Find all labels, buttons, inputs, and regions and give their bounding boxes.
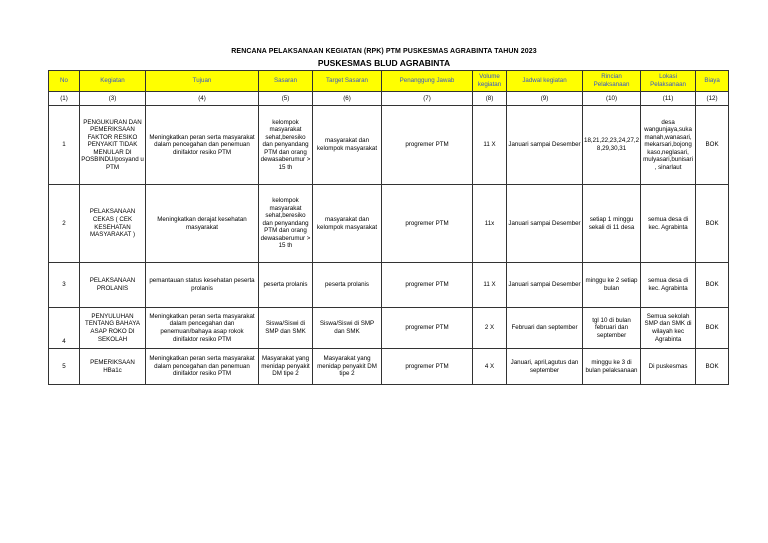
cell-tujuan: Meningkatkan peran serta masyarakat dalam pencegahan dan penemuan dinifaktor resiko PTM <box>146 106 259 185</box>
header-row <box>49 71 729 92</box>
header-penanggung-jawab: Penanggung Jawab <box>382 71 473 92</box>
cell-volume: 4 X <box>473 349 507 385</box>
cell-penanggung-jawab: progremer PTM <box>382 106 473 185</box>
col-number: (9) <box>507 92 583 106</box>
header-volume-kegiatan: Volume kegiatan <box>473 71 507 92</box>
cell-volume: 11 X <box>473 263 507 308</box>
col-number: (6) <box>313 92 382 106</box>
document-title: RENCANA PELAKSANAAN KEGIATAN (RPK) PTM PUSKESMAS AGRABINTA TAHUN 2023 <box>231 48 537 55</box>
cell-target-sasaran: masyarakat dan kelompok masyarakat <box>313 106 382 185</box>
col-number: (1) <box>49 92 80 106</box>
cell-lokasi: semua desa di kec. Agrabinta <box>641 263 696 308</box>
cell-target-sasaran: masyarakat dan kelompok masyarakat <box>313 185 382 263</box>
cell-rincian: 18,21,22,23,24,27,2 8,29,30,31 <box>583 106 641 185</box>
table-row <box>49 185 729 263</box>
cell-sasaran: Masyarakat yang menidap penyakit DM tipe 2 <box>259 349 313 385</box>
cell-jadwal: Januari, april,agutus dan september <box>507 349 583 385</box>
cell-kegiatan: PENGUKURAN DAN PEMERIKSAAN FAKTOR RESIKO PENYAKIT TIDAK MENULAR DI POSBINDU/posyand u PTM <box>80 106 146 185</box>
cell-penanggung-jawab: progremer PTM <box>382 308 473 349</box>
cell-no: 4 <box>49 308 80 349</box>
cell-jadwal: Februari dan september <box>507 308 583 349</box>
cell-penanggung-jawab: progremer PTM <box>382 185 473 263</box>
cell-biaya: BOK <box>696 185 729 263</box>
cell-kegiatan: PENYULUHAN TENTANG BAHAYA ASAP ROKO DI SEKOLAH <box>80 308 146 349</box>
cell-jadwal: Januari sampai Desember <box>507 106 583 185</box>
cell-sasaran: kelompok masyarakat sehat,beresiko dan penyandang PTM dan orang dewasaberumur > 15 th <box>259 106 313 185</box>
cell-kegiatan: PELAKSANAAN CEKAS ( CEK KESEHATAN MASYARAKAT ) <box>80 185 146 263</box>
table-row <box>49 106 729 185</box>
cell-rincian: tgl 10 di bulan februari dan september <box>583 308 641 349</box>
cell-volume: 11 X <box>473 106 507 185</box>
header-rincian-pelaksanaan: Rincian Pelaksanaan <box>583 71 641 92</box>
col-number: (8) <box>473 92 507 106</box>
cell-lokasi: Semua sekolah SMP dan SMK di wilayah kec Agrabinta <box>641 308 696 349</box>
col-number: (12) <box>696 92 729 106</box>
cell-target-sasaran: Siswa/Siswi di SMP dan SMK <box>313 308 382 349</box>
cell-no: 5 <box>49 349 80 385</box>
header-target-sasaran: Target Sasaran <box>313 71 382 92</box>
cell-lokasi: Di puskesmas <box>641 349 696 385</box>
cell-rincian: setiap 1 minggu sekali di 11 desa <box>583 185 641 263</box>
col-number: (3) <box>80 92 146 106</box>
header-lokasi-pelaksanaan: Lokasi Pelaksanaan <box>641 71 696 92</box>
cell-penanggung-jawab: progremer PTM <box>382 349 473 385</box>
table-row <box>49 308 729 349</box>
header-no: No <box>49 71 80 92</box>
cell-kegiatan: PELAKSANAAN PROLANIS <box>80 263 146 308</box>
col-number: (10) <box>583 92 641 106</box>
cell-tujuan: Meningkatkan derajat kesehatan masyarakat <box>146 185 259 263</box>
cell-biaya: BOK <box>696 106 729 185</box>
cell-sasaran: Siswa/Siswi di SMP dan SMK <box>259 308 313 349</box>
document-subtitle: PUSKESMAS BLUD AGRABINTA <box>317 58 451 68</box>
cell-sasaran: peserta prolanis <box>259 263 313 308</box>
cell-biaya: BOK <box>696 349 729 385</box>
cell-penanggung-jawab: progremer PTM <box>382 263 473 308</box>
col-number: (11) <box>641 92 696 106</box>
cell-target-sasaran: Masyarakat yang menidap penyakit DM tipe 2 <box>313 349 382 385</box>
cell-lokasi: semua desa di kec. Agrabinta <box>641 185 696 263</box>
cell-volume: 11x <box>473 185 507 263</box>
table-row <box>49 263 729 308</box>
col-number: (7) <box>382 92 473 106</box>
header-kegiatan: Kegiatan <box>80 71 146 92</box>
cell-tujuan: Meningkatkan peran serta masyarakat dalam pencegahan dan penemuan dinifaktor resiko PTM <box>146 349 259 385</box>
cell-rincian: minggu ke 2 setiap bulan <box>583 263 641 308</box>
column-number-row <box>49 92 729 106</box>
header-sasaran: Sasaran <box>259 71 313 92</box>
cell-volume: 2 X <box>473 308 507 349</box>
cell-biaya: BOK <box>696 308 729 349</box>
cell-tujuan: Meningkatkan peran serta masyarakat dalam pencegahan dan penemuan/bahaya asap rokok dinifaktor resiko PTM <box>146 308 259 349</box>
cell-tujuan: pemantauan status kesehatan peserta prolanis <box>146 263 259 308</box>
col-number: (5) <box>259 92 313 106</box>
header-biaya: Biaya <box>696 71 729 92</box>
cell-jadwal: Januari sampai Desember <box>507 263 583 308</box>
cell-biaya: BOK <box>696 263 729 308</box>
cell-no: 1 <box>49 106 80 185</box>
cell-sasaran: kelompok masyarakat sehat,beresiko dan penyandang PTM dan orang dewasaberumur > 15 th <box>259 185 313 263</box>
cell-no: 3 <box>49 263 80 308</box>
cell-no: 2 <box>49 185 80 263</box>
rpk-table <box>48 70 729 385</box>
header-jadwal-kegiatan: Jadwal kegiatan <box>507 71 583 92</box>
cell-target-sasaran: peserta prolanis <box>313 263 382 308</box>
cell-jadwal: Januari sampai Desember <box>507 185 583 263</box>
table-row <box>49 349 729 385</box>
header-tujuan: Tujuan <box>146 71 259 92</box>
col-number: (4) <box>146 92 259 106</box>
cell-lokasi: desa wangunjaya,suka manah,wanasari, mekarsari,bojong kaso,neglasari, mulyasari,bunisari , sinarlaut <box>641 106 696 185</box>
cell-kegiatan: PEMERIKSAAN HBa1c <box>80 349 146 385</box>
cell-rincian: minggu ke 3 di bulan pelaksanaan <box>583 349 641 385</box>
